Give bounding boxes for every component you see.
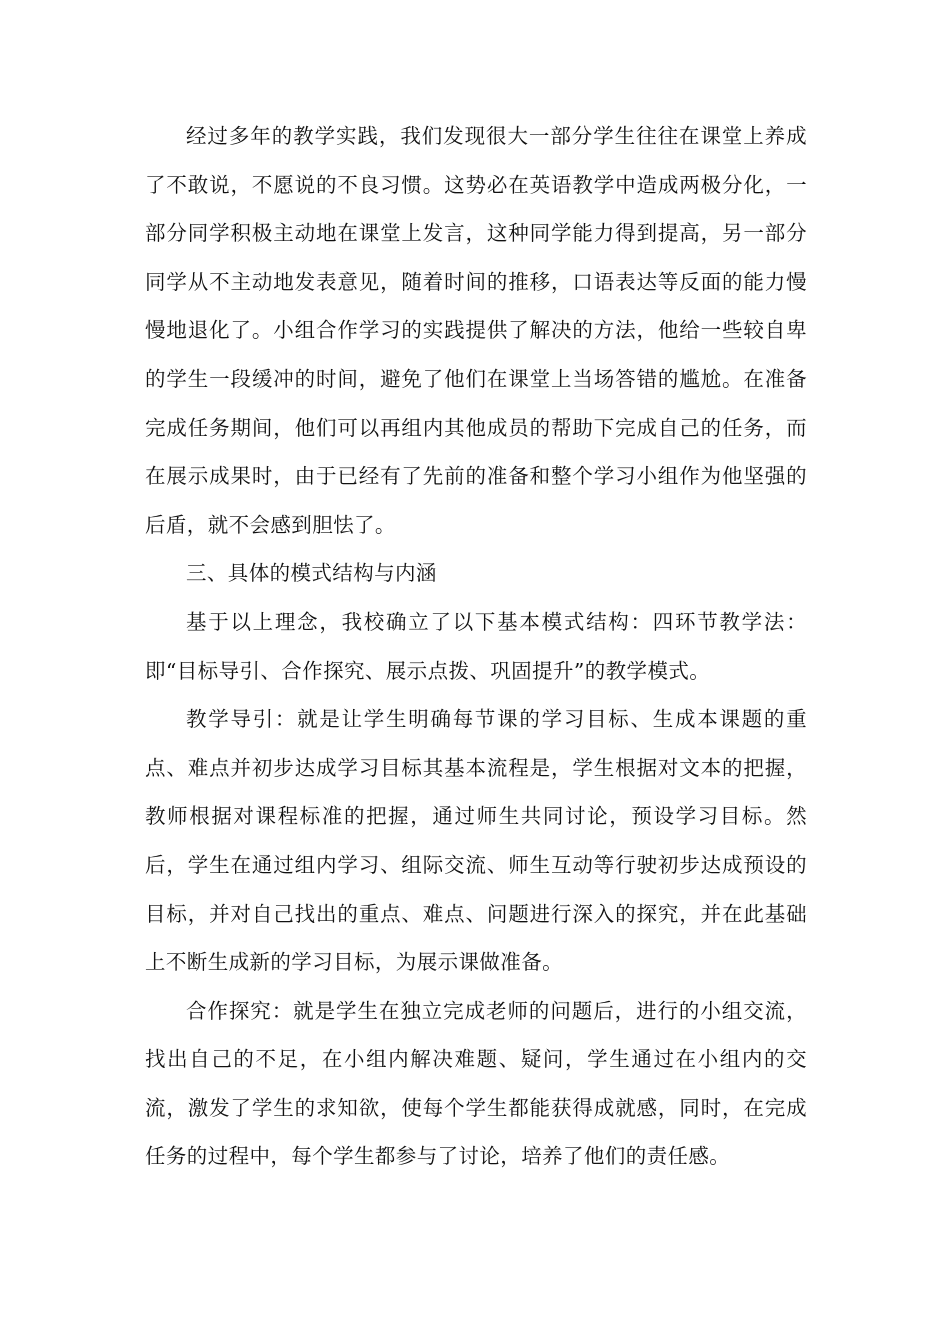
paragraph-teaching-guidance: 教学导引：就是让学生明确每节课的学习目标、生成本课题的重点、难点并初步达成学习目标其基本流程是，学生根据对文本的把握，教师根据对课程标准的把握，通过师生共同讨论，预设学习目标。然后，学生在通过组内学习、组际交流、师生互动等行驶初步达成预设的目标，并对自己找出的重点、难点、问题进行深入的探究，并在此基础上不断生成新的学习目标，为展示课做准备。 <box>145 707 807 975</box>
paragraph-class-practice: 经过多年的教学实践，我们发现很大一部分学生往往在课堂上养成了不敢说，不愿说的不良习惯。这势必在英语教学中造成两极分化，一部分同学积极主动地在课堂上发言，这种同学能力得到提高，另一部分同学从不主动地发表意见，随着时间的推移，口语表达等反面的能力慢慢地退化了。小组合作学习的实践提供了解决的方法，他给一些较自卑的学生一段缓冲的时间，避免了他们在课堂上当场答错的尴尬。在准备完成任务期间，他们可以再组内其他成员的帮助下完成自己的任务，而在展示成果时，由于已经有了先前的准备和整个学习小组作为他坚强的后盾，就不会感到胆怯了。 <box>145 124 807 537</box>
section-heading: 三、具体的模式结构与内涵 <box>186 561 437 586</box>
paragraph-mode-structure: 基于以上理念，我校确立了以下基本模式结构：四环节教学法：即“目标导引、合作探究、展示点拨、巩固提升”的教学模式。 <box>145 609 807 683</box>
document-body <box>145 112 807 1181</box>
paragraph-cooperative-inquiry: 合作探究：就是学生在独立完成老师的问题后，进行的小组交流，找出自己的不足，在小组内解决难题、疑问，学生通过在小组内的交流，激发了学生的求知欲，使每个学生都能获得成就感，同时，在完成任务的过程中，每个学生都参与了讨论，培养了他们的责任感。 <box>145 998 807 1169</box>
